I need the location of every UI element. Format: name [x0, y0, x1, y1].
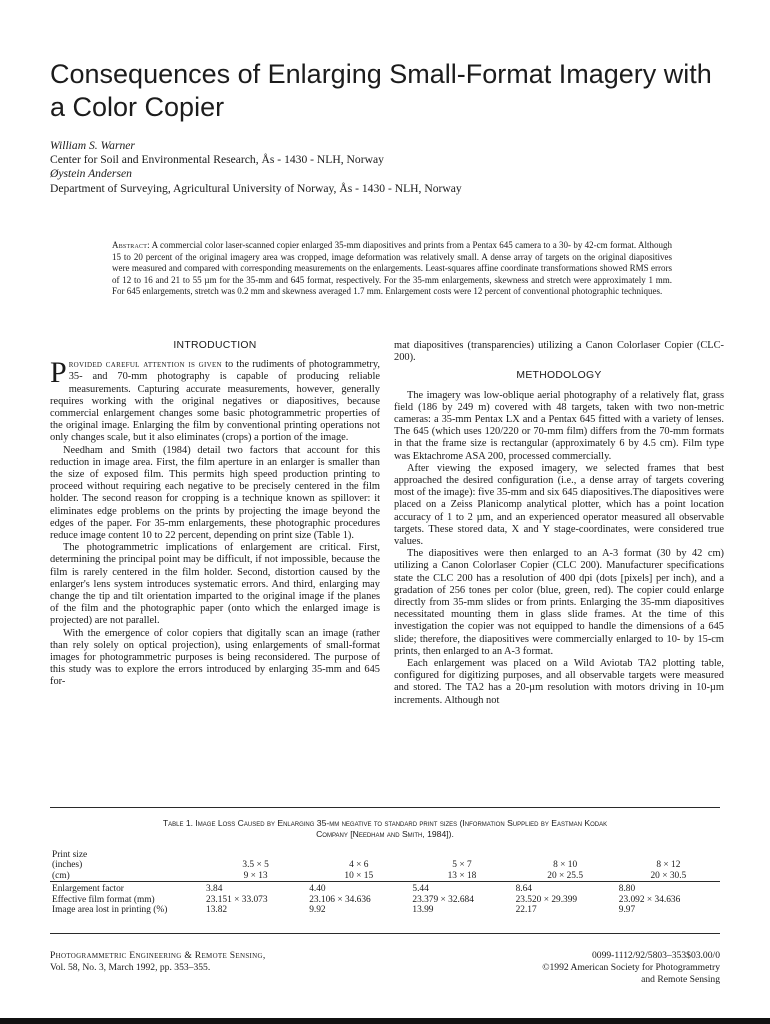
table-header-cell: 8 × 10 [553, 860, 578, 871]
table-cell: 23.379 × 32.684 [412, 894, 474, 905]
table-header-cell: 4 × 6 [349, 860, 369, 871]
table-cell: 8.64 [515, 884, 532, 895]
footer-citation [50, 950, 370, 974]
table-header-row [50, 871, 720, 882]
table-row [50, 905, 720, 915]
table-cell: 9.97 [618, 905, 636, 916]
method-paragraph-4: Each enlargement was placed on a Wild Aviotab TA2 plotting table, configured for digitizing purposes, and all observable targets were measured and stored. The TA2 has a 20-µm resolution with motors driving in 10-µm increments. Although not [394, 658, 724, 706]
copyright-line: ©1992 American Society for Photogrammetry [542, 962, 720, 973]
right-column [394, 340, 724, 707]
table-row [50, 883, 720, 894]
table-row-label: Effective film format (mm) [52, 894, 155, 905]
table-cell: 5.44 [412, 884, 429, 895]
methodology-heading: METHODOLOGY [516, 370, 602, 382]
lead-in-smallcaps: rovided careful attention is given [68, 359, 222, 371]
abstract-label: Abstract: [112, 240, 150, 250]
paper-title: Consequences of Enlarging Small-Format Imagery with a Color Copier [50, 59, 712, 122]
table-header-cell: 20 × 30.5 [650, 870, 687, 881]
article-code: 0099-1112/92/5803–353$03.00/0 [591, 950, 720, 961]
intro-paragraph-1-text: to the rudiments of photogrammetry, 35- and 70-mm photography is capable of producing reliable measurements. Capturing accurate measurements, however, generally requires working with the original negatives or diapositives, because commercial enlargement changes some basic photogrammetric properties of the original image. Enlarging the film by conventional printing operations not only changes scale, but it also eliminates (crops) a portion of the image. [50, 359, 381, 444]
table-cell: 13.82 [206, 905, 228, 916]
introduction-heading: INTRODUCTION [173, 340, 257, 351]
table-header-cell: 10 × 15 [344, 870, 374, 881]
table-caption-line-1: Table 1. Image Loss Caused by Enlarging 35-mm negative to standard print sizes (Information Supplied by Eastman Kodak [162, 818, 608, 828]
table-cell: 3.84 [206, 884, 223, 895]
journal-volume: Vol. 58, No. 3, March 1992, pp. 353–355. [50, 962, 211, 973]
table-caption [50, 818, 720, 840]
abstract-text: A commercial color laser-scanned copier enlarged 35-mm diapositives and prints from a Pentax 645 camera to a 30- by 42-cm format. Although 15 to 20 percent of the original imagery area was cropped, image deformation was relatively small. A dense array of targets on the original diapositives were measured and compared with corresponding measurements on the enlargements. Least-squares affine coordinate transformations showed RMS errors of 12 to 16 and 21 to 55 µm for the 35-mm and 645 format, respectively. For the 35-mm enlargements, skewness and stretch were approximately 1 mm. For 645 enlargements, stretch was 0.2 mm and skewness averaged 1.7 mm. Enlargement costs were 12 percent of conventional photographic techniques. [112, 240, 672, 297]
author-affiliation: Department of Surveying, Agricultural University of Norway, Ås - 1430 - NLH, Norway [50, 181, 462, 195]
author-block [50, 139, 730, 196]
continued-paragraph: mat diapositives (transparencies) utilizing a Canon Colorlaser Copier (CLC-200). [394, 340, 724, 364]
table-cell: 13.99 [412, 905, 434, 916]
table-header-row [50, 850, 720, 860]
table-header-cell: 5 × 7 [452, 860, 472, 871]
table-top-rule [50, 807, 720, 808]
scan-edge [0, 1018, 770, 1024]
table-header-cell: 3.5 × 5 [242, 860, 269, 871]
table-cell: 9.92 [309, 905, 326, 916]
intro-paragraph-4: With the emergence of color copiers that digitally scan an image (rather than rely solely on optical projection), using enlargements of small-format images for photogrammetric purposes is being reconsidered. The purpose of this study was to explore the errors introduced by enlarging 35-mm and 645 for- [50, 627, 380, 688]
table-row [50, 895, 720, 905]
journal-name: Photogrammetric Engineering & Remote Sensing, [50, 950, 266, 961]
image-loss-table [50, 850, 720, 915]
method-paragraph-3: The diapositives were then enlarged to an A-3 format (30 by 42 cm) utilizing a Canon Colorlaser Copier (CLC 200). Manufacturer specifications state the CLC 200 has a resolution of 400 dpi (dots [pixels] per inch), and a gradation of 256 tones per color (blue, green, red). The copier could enlarge directly from 35-mm slides or from prints. Enlarging the 35-mm diapositives necessitated mounting them in glass slide frames. At the time of this investigation the copier was not equipped to handle the dimensions of a 645 slide; therefore, the diapositives were commercially enlarged to 10- by 15-cm prints, then enlarged to an A-3 format. [394, 548, 724, 657]
table-header-cell: 13 × 18 [447, 870, 477, 881]
author-name: William S. Warner [50, 139, 135, 152]
table-cell: 4.40 [309, 884, 326, 895]
author-affiliation: Center for Soil and Environmental Research, Ås - 1430 - NLH, Norway [50, 153, 384, 167]
table-cell: 22.17 [515, 905, 537, 916]
table-cell: 8.80 [618, 884, 636, 895]
author-name: Øystein Andersen [50, 167, 132, 181]
table-header-label: (cm) [52, 870, 70, 881]
table-header-label: Print size [52, 850, 88, 860]
table-header-cell: 20 × 25.5 [547, 870, 584, 881]
drop-cap: P [50, 356, 67, 390]
method-paragraph-1: The imagery was low-oblique aerial photography of a relatively flat, grass field (186 by 249 m) covered with 48 targets, taken with two non-metric cameras: a 35-mm Pentax LX and a Pentax 645 fitted with a variety of lenses. The 645 (which uses 120/220 or 70-mm film) differs from the 70-mm formats in that the frame size is rectangular (approximately 6 by 4.5 cm). Film type was Ektachrome ASA 200, processed commercially. [394, 389, 724, 462]
table-header-label: (inches) [52, 860, 83, 871]
table-header-cell: 8 × 12 [656, 860, 681, 871]
table-cell: 23.151 × 33.073 [206, 894, 268, 905]
table-header-cell: 9 × 13 [243, 870, 268, 881]
table-header-row [50, 860, 720, 870]
abstract [112, 240, 672, 298]
intro-paragraph-2: Needham and Smith (1984) detail two factors that account for this reduction in image area. First, the film aperture in an enlarger is smaller than the size of exposed film. This permits high speed production printing to proceed without requiring each negative to be precisely centered in the film holder. The second reason for cropping is a technique known as spillover: it eliminates edge problems on the prints by projecting the image beyond the edges of the paper. For 35-mm enlargements, these photographic procedures reduce image content 10 to 22 percent, depending on print size (Table 1). [50, 444, 380, 542]
table-cell: 23.092 × 34.636 [618, 894, 681, 905]
table-cell: 23.106 × 34.636 [309, 894, 371, 905]
table-row-label: Image area lost in printing (%) [52, 905, 168, 916]
copyright-line-2: and Remote Sensing [641, 974, 720, 985]
footer-rule [50, 933, 720, 934]
table-caption-line-2: Company [Needham and Smith, 1984]). [316, 829, 454, 839]
table-cell: 23.520 × 29.399 [515, 894, 578, 905]
table-row-label: Enlargement factor [52, 884, 124, 895]
method-paragraph-2: After viewing the exposed imagery, we selected frames that best approached the desired configuration (i.e., a dense array of targets covering most of the image): five 35-mm and six 645 diapositives.The diapositives were placed on a Zeiss Planicomp analytical plotter, which has a point location accuracy of 1 to 2 µm, and an experienced operator measured all observable targets. These stored data, X and Y stage-coordinates, were considered true values. [394, 462, 724, 548]
footer-copyright [420, 950, 720, 986]
intro-paragraph-1 [50, 356, 381, 444]
intro-paragraph-3: The photogrammetric implications of enlargement are critical. First, determining the principal point may be difficult, if not impossible, because the film is rarely centered in the film holder. Second, distortion caused by the enlarger's lens system introduces systematic errors. And third, enlarging may change the tip and tilt orientation imparted to the original image if the planes of the film and the photographic paper (onto which the enlarged image is projected) are not parallel. [50, 542, 380, 627]
left-column [50, 340, 380, 689]
